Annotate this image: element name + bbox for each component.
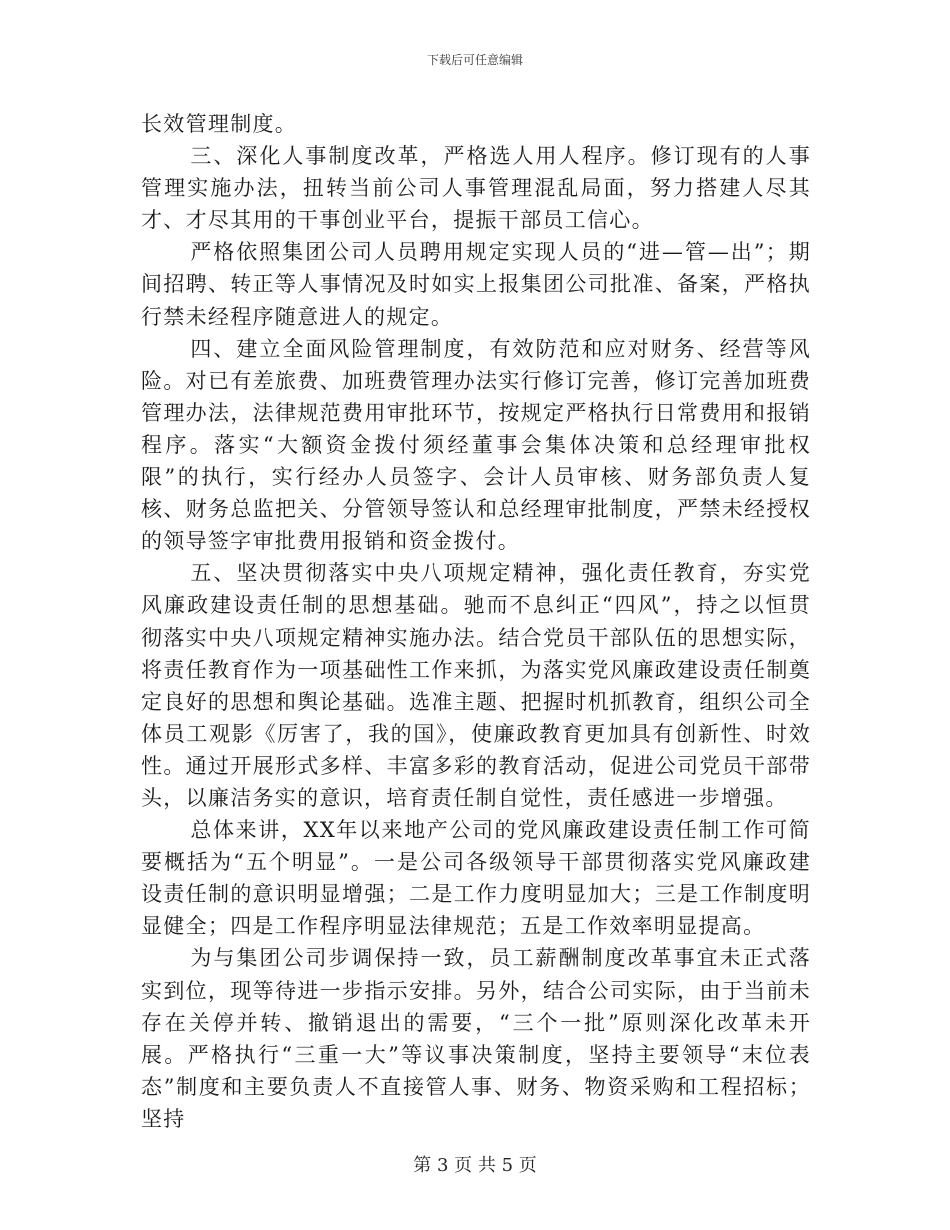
paragraph-hiring-rules: 严格依照集团公司人员聘用规定实现人员的“进—管—出”；期间招聘、转正等人事情况及时如实上报集团公司批准、备案，严格执行禁未经程序随意进人的规定。 bbox=[141, 240, 811, 329]
paragraph-salary-reform: 为与集团公司步调保持一致，员工薪酬制度改革事宜未正式落实到位，现等待进一步指示安排。另外，结合公司实际，由于当前未存在关停并转、撤销退出的需要，“三个一批”原则深化改革未开展。严格执行“三重一大”等议事决策制度，坚持主要领导“末位表态”制度和主要负责人不直接管人事、财务、物资采购和工程招标；坚持 bbox=[141, 946, 811, 1131]
page-header-note: 下载后可任意编辑 bbox=[426, 53, 523, 67]
document-body bbox=[141, 108, 811, 1135]
paragraph-continuation: 长效管理制度。 bbox=[141, 112, 298, 136]
paragraph-summary: 总体来讲，XX年以来地产公司的党风廉政建设责任制工作可简要概括为“五个明显”。一是公司各级领导干部贯彻落实党风廉政建设责任制的意识明显增强；二是工作力度明显加大；三是工作制度明显健全；四是工作程序明显法律规范；五是工作效率明显提高。 bbox=[141, 818, 811, 939]
page-number: 第 3 页 共 5 页 bbox=[413, 1155, 537, 1176]
paragraph-eight-rules: 五、坚决贯彻落实中央八项规定精神，强化责任教育，夯实党风廉政建设责任制的思想基础。驰而不息纠正“四风”，持之以恒贯彻落实中央八项规定精神实施办法。结合党员干部队伍的思想实际，将责任教育作为一项基础性工作来抓，为落实党风廉政建设责任制奠定良好的思想和舆论基础。选准主题、把握时机抓教育，组织公司全体员工观影《厉害了，我的国》，使廉政教育更加具有创新性、时效性。通过开展形式多样、丰富多彩的教育活动，促进公司党员干部带头，以廉洁务实的意识，培育责任制自觉性，责任感进一步增强。 bbox=[141, 561, 811, 810]
paragraph-personnel-reform: 三、深化人事制度改革，严格选人用人程序。修订现有的人事管理实施办法，扭转当前公司人事管理混乱局面，努力搭建人尽其才、才尽其用的干事创业平台，提振干部员工信心。 bbox=[141, 144, 811, 233]
paragraph-risk-management: 四、建立全面风险管理制度，有效防范和应对财务、经营等风险。对已有差旅费、加班费管理办法实行修订完善，修订完善加班费管理办法，法律规范费用审批环节，按规定严格执行日常费用和报销程序。落实“大额资金拨付须经董事会集体决策和总经理审批权限”的执行，实行经办人员签字、会计人员审核、财务部负责人复核、财务总监把关、分管领导签认和总经理审批制度，严禁未经授权的领导签字审批费用报销和资金拨付。 bbox=[141, 336, 811, 554]
